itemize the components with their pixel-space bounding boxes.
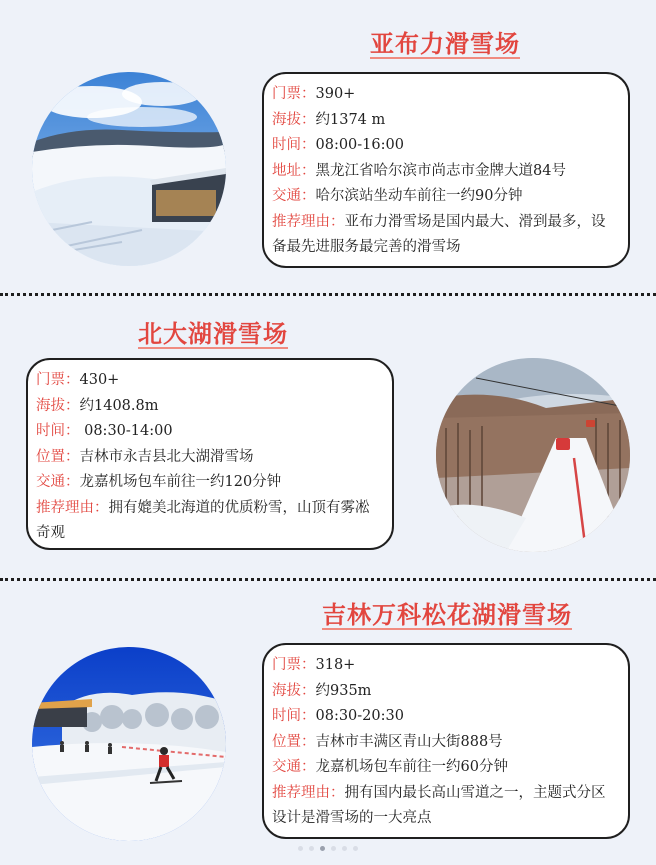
- ticket-row: [36, 368, 382, 394]
- reason-value: 亚布力滑雪场是国内最大、滑到最多，设备最先进服务最完善的滑雪场: [272, 213, 606, 255]
- ticket-row: [272, 653, 618, 679]
- resort-section-yabuli: [0, 0, 656, 290]
- page-dot[interactable]: [298, 846, 303, 851]
- hours-label: 时间：: [36, 423, 80, 439]
- info-card: [262, 643, 630, 839]
- reason-value: 拥有国内最长高山雪道之一，主题式分区设计是滑雪场的一大亮点: [272, 784, 606, 826]
- hours-label: 时间：: [272, 137, 316, 153]
- altitude-row: [272, 679, 618, 705]
- altitude-value: 约1374 m: [315, 111, 386, 128]
- info-card: [262, 72, 630, 268]
- location-value: 吉林市丰满区青山大街888号: [315, 733, 503, 750]
- page-indicator[interactable]: [0, 846, 656, 851]
- page-dot[interactable]: [331, 846, 336, 851]
- beidahu-ski-photo: [436, 358, 630, 552]
- section-divider: [0, 578, 656, 581]
- ticket-value: 318+: [315, 657, 356, 673]
- altitude-label: 海拔：: [272, 111, 316, 128]
- ticket-label: 门票：: [36, 372, 80, 388]
- section-divider: [0, 293, 656, 296]
- page-dot[interactable]: [320, 846, 325, 851]
- hours-label: 时间：: [272, 708, 316, 724]
- location-label: 位置：: [36, 448, 80, 465]
- altitude-label: 海拔：: [272, 682, 316, 699]
- skier-photo-illustration: [32, 647, 226, 841]
- resort-title: 吉林万科松花湖滑雪场: [322, 600, 572, 629]
- hours-value: 08:00-16:00: [315, 137, 404, 153]
- hours-row: [272, 133, 618, 159]
- transport-row: [36, 470, 382, 496]
- resort-title: 北大湖滑雪场: [138, 319, 288, 348]
- location-label: 位置：: [272, 733, 316, 750]
- altitude-value: 约1408.8m: [79, 397, 159, 414]
- reason-value: 拥有媲美北海道的优质粉雪，山顶有雾凇奇观: [36, 499, 370, 541]
- transport-label: 交通：: [272, 188, 316, 204]
- yabuli-ski-photo: [32, 72, 226, 266]
- reason-row: [272, 210, 618, 261]
- transport-value: 哈尔滨站坐动车前往一约90分钟: [315, 188, 523, 204]
- reason-row: [36, 496, 382, 547]
- transport-label: 交通：: [36, 474, 80, 490]
- resort-title: 亚布力滑雪场: [370, 29, 520, 58]
- ticket-label: 门票：: [272, 86, 316, 102]
- resort-section-songhuahu: [0, 585, 656, 865]
- reason-label: 推荐理由：: [272, 213, 345, 230]
- transport-label: 交通：: [272, 759, 316, 775]
- ticket-value: 430+: [79, 372, 120, 388]
- address-value: 黑龙江省哈尔滨市尚志市金牌大道84号: [315, 162, 566, 179]
- reason-label: 推荐理由：: [272, 784, 345, 801]
- info-card: [26, 358, 394, 550]
- ticket-value: 390+: [315, 86, 356, 102]
- hours-row: [36, 419, 382, 445]
- address-label: 地址：: [272, 162, 316, 179]
- altitude-value: 约935m: [315, 682, 372, 699]
- page-dot[interactable]: [309, 846, 314, 851]
- ski-slope-photo-illustration: [436, 358, 630, 552]
- ticket-label: 门票：: [272, 657, 316, 673]
- altitude-label: 海拔：: [36, 397, 80, 414]
- location-row: [272, 730, 618, 756]
- hours-value: 08:30-20:30: [315, 708, 404, 724]
- transport-value: 龙嘉机场包车前往一约60分钟: [315, 759, 508, 775]
- hours-value: 08:30-14:00: [79, 423, 173, 439]
- location-row: [36, 445, 382, 471]
- altitude-row: [272, 108, 618, 134]
- location-value: 吉林市永吉县北大湖滑雪场: [79, 448, 254, 465]
- page-dot[interactable]: [353, 846, 358, 851]
- address-row: [272, 159, 618, 185]
- hours-row: [272, 704, 618, 730]
- page-dot[interactable]: [342, 846, 347, 851]
- transport-value: 龙嘉机场包车前往一约120分钟: [79, 474, 282, 490]
- ski-resort-photo-illustration: [32, 72, 226, 266]
- altitude-row: [36, 394, 382, 420]
- ticket-row: [272, 82, 618, 108]
- transport-row: [272, 755, 618, 781]
- reason-label: 推荐理由：: [36, 499, 109, 516]
- reason-row: [272, 781, 618, 832]
- transport-row: [272, 184, 618, 210]
- resort-section-beidahu: [0, 298, 656, 578]
- songhuahu-ski-photo: [32, 647, 226, 841]
